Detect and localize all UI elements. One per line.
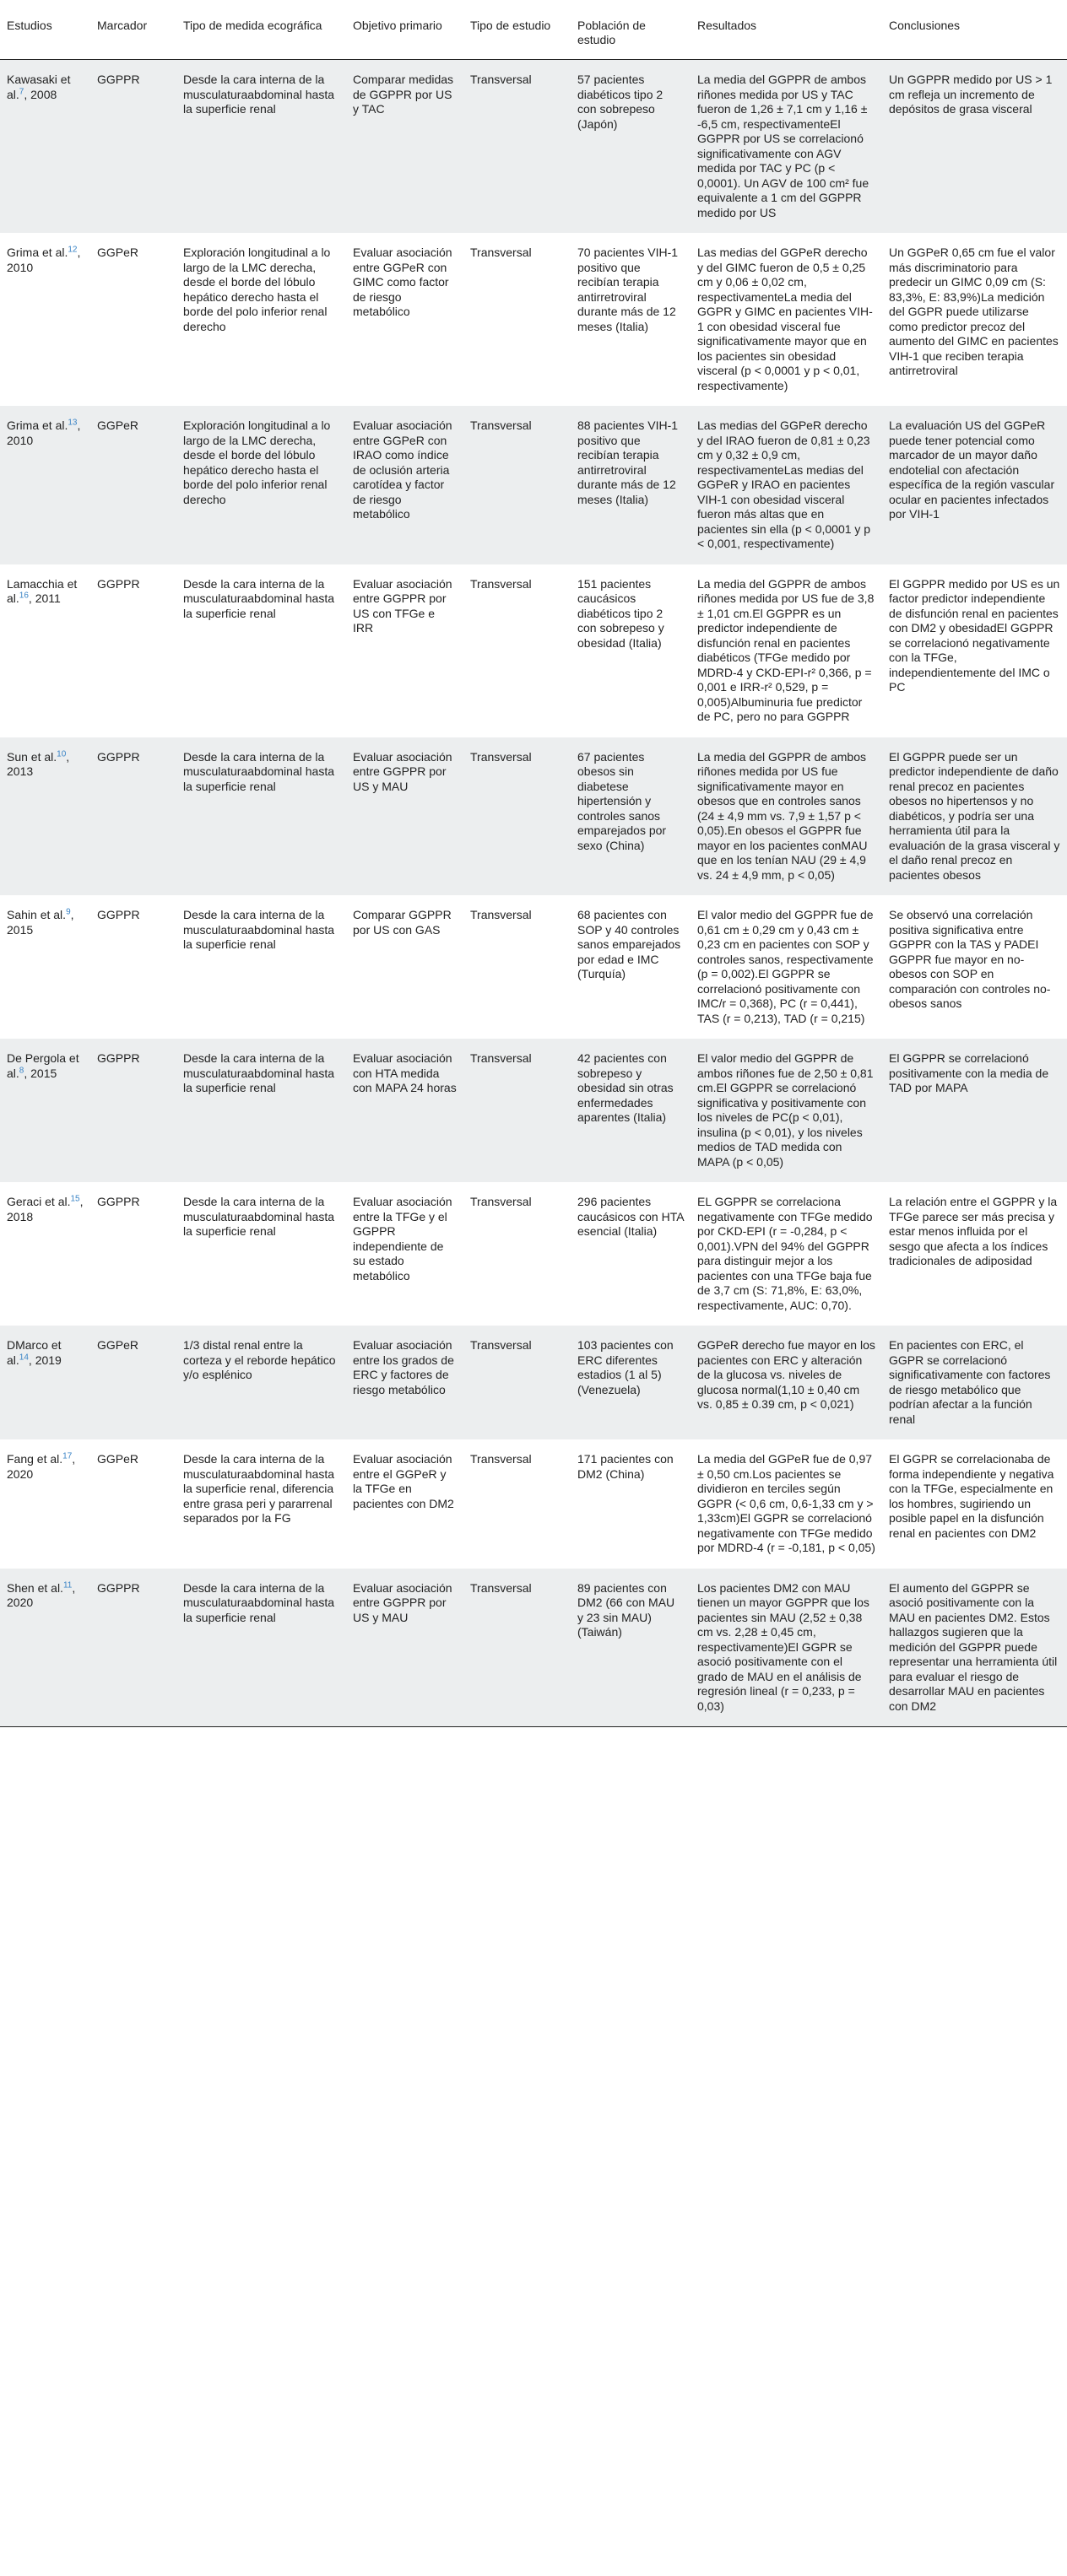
cell-population: 67 pacientes obesos sin diabetese hipertensión y controles sanos emparejados por sexo (China) xyxy=(577,749,667,852)
study-author: Sun et al. xyxy=(7,749,57,764)
study-year: , 2011 xyxy=(28,591,61,605)
header-objetivo: Objetivo primario xyxy=(346,0,463,60)
cell-results: EL GGPPR se correlaciona negativamente con TFGe medido por CKD-EPI (r = -0,284, p < 0,001).VPN del 94% del GGPPR para distinguir mejor a los pacientes con una TFGe baja fue de 3,7 cm (S: 71,8%, E: 63,0%, respectivamente, AUC: 0,70). xyxy=(697,1195,873,1312)
cell-results: El valor medio del GGPPR de ambos riñones fue de 2,50 ± 0,81 cm.El GGPPR se correlacionó significativa y positivamente con los niveles de PC(p < 0,01), insulina (p < 0,01), y los niveles medios de TAD medida con MAPA (p < 0,05) xyxy=(697,1051,874,1169)
cell-measure: Desde la cara interna de la musculaturaabdominal hasta la superficie renal xyxy=(183,1051,334,1094)
cell-population: 103 pacientes con ERC diferentes estadios (1 al 5) (Venezuela) xyxy=(577,1338,674,1396)
cell-conclusions: El GGPPR medido por US es un factor predictor independiente de disfunción renal en pacientes con DM2 y obesidadEl GGPPR se correlacionó negativamente con la TFGe, independientemente del IMC o PC xyxy=(889,576,1060,694)
study-year: , 2015 xyxy=(7,908,74,937)
cell-measure: Exploración longitudinal a lo largo de la LMC derecha, desde el borde del lóbulo hepático derecho hasta el borde del polo inferior renal derecho xyxy=(183,419,331,506)
reference-link[interactable]: 13 xyxy=(68,418,78,428)
cell-marker: GGPeR xyxy=(97,1338,139,1352)
cell-type: Transversal xyxy=(470,1195,532,1208)
cell-study xyxy=(0,564,90,737)
cell-study xyxy=(0,1439,90,1569)
reference-link[interactable]: 7 xyxy=(19,86,24,96)
study-author: Sahin et al. xyxy=(7,908,67,921)
cell-type: Transversal xyxy=(470,73,532,86)
header-tipo-estudio: Tipo de estudio xyxy=(463,0,571,60)
table-row xyxy=(0,1439,1067,1569)
cell-study xyxy=(0,406,90,564)
cell-measure: Desde la cara interna de la musculaturaabdominal hasta la superficie renal xyxy=(183,749,334,793)
table-row xyxy=(0,1182,1067,1326)
study-year: , 2020 xyxy=(7,1580,76,1609)
cell-type: Transversal xyxy=(470,749,532,764)
cell-objective: Evaluar asociación entre los grados de ERC y factores de riesgo metabólico xyxy=(353,1338,454,1396)
study-author: Shen et al. xyxy=(7,1580,63,1595)
cell-study xyxy=(0,1182,90,1326)
study-year: , 2013 xyxy=(7,749,70,778)
cell-measure: 1/3 distal renal entre la corteza y el reborde hepático y/o esplénico xyxy=(183,1338,336,1381)
cell-conclusions: El GGPR se correlacionaba de forma independiente y negativa con la TFGe, especialmente en los hombres, sugiriendo un posible papel en la disfunción renal en pacientes con DM2 xyxy=(889,1452,1054,1540)
cell-marker: GGPeR xyxy=(97,419,139,432)
cell-objective: Evaluar asociación entre GGPeR con IRAO como índice de oclusión arteria carotídea y factor de riesgo metabólico xyxy=(353,419,452,521)
cell-marker: GGPPR xyxy=(97,1051,140,1065)
reference-link[interactable]: 17 xyxy=(62,1451,73,1461)
study-year: , 2010 xyxy=(7,246,81,274)
reference-link[interactable]: 11 xyxy=(62,1580,73,1590)
cell-measure: Desde la cara interna de la musculaturaabdominal hasta la superficie renal xyxy=(183,1195,334,1238)
cell-results: Las medias del GGPeR derecho y del IRAO fueron de 0,81 ± 0,23 cm y 0,32 ± 0,9 cm, respectivamenteLas medias del GGPeR y IRAO en pacientes VIH-1 con obesidad visceral fueron más altas que en pacientes sin ella (p < 0,0001 y p < 0,001, respectivamente) xyxy=(697,419,871,550)
cell-conclusions: En pacientes con ERC, el GGPR se correlacionó significativamente con factores de riesgo metabólico que podrían afectar a la función renal xyxy=(889,1338,1051,1426)
study-year: , 2018 xyxy=(7,1195,84,1223)
cell-results: La media del GGPPR de ambos riñones medida por US fue de 3,8 ± 1,01 cm.El GGPPR es un predictor independiente de disfunción renal en pacientes diabéticos (TFGe medido por MDRD-4 y CKD-EPI-r² 0,366, p = 0,001 e IRR-r² 0,529, p = 0,005)Albuminuria fue predictor de PC, pero no para GGPPR xyxy=(697,576,875,723)
cell-conclusions: Un GGPPR medido por US > 1 cm refleja un incremento de depósitos de grasa visceral xyxy=(889,73,1053,116)
header-marcador: Marcador xyxy=(90,0,176,60)
cell-measure: Desde la cara interna de la musculaturaabdominal hasta la superficie renal xyxy=(183,576,334,620)
cell-objective: Comparar medidas de GGPPR por US y TAC xyxy=(353,73,454,116)
table-row xyxy=(0,1326,1067,1439)
cell-marker: GGPPR xyxy=(97,576,140,591)
table-row xyxy=(0,895,1067,1039)
cell-study xyxy=(0,1039,90,1182)
cell-marker: GGPPR xyxy=(90,1569,176,1727)
cell-results: La media del GGPPR de ambos riñones medida por US fue significativamente mayor en obesos que en controles sanos (24 ± 4,9 mm vs. 7,9 ± 1,57 p < 0,05).En obesos el GGPPR fue mayor en los pacientes conMAU que en los tenían NAU (29 ± 4,9 vs. 24 ± 4,9 mm, p < 0,05) xyxy=(697,749,868,882)
cell-measure: Desde la cara interna de la musculaturaabdominal hasta la superficie renal xyxy=(183,73,334,116)
study-author: Lamacchia et al. xyxy=(7,576,78,605)
reference-link[interactable]: 8 xyxy=(19,1065,24,1075)
study-year: , 2008 xyxy=(24,87,57,101)
cell-population: 88 pacientes VIH-1 positivo que recibían terapia antirretroviral durante más de 12 meses (Italia) xyxy=(577,419,679,506)
table-row xyxy=(0,406,1067,564)
cell-objective: Evaluar asociación con HTA medida con MAPA 24 horas xyxy=(353,1051,457,1094)
cell-objective: Evaluar asociación entre GGPPR por US con TFGe e IRR xyxy=(353,576,452,635)
cell-measure: Exploración longitudinal a lo largo de la LMC derecha, desde el borde del lóbulo hepático derecho hasta el borde del polo inferior renal derecho xyxy=(183,246,331,333)
cell-study xyxy=(0,895,90,1039)
cell-population: 89 pacientes con DM2 (66 con MAU y 23 sin MAU) (Taiwán) xyxy=(571,1569,691,1727)
cell-conclusions: Un GGPeR 0,65 cm fue el valor más discriminatorio para predecir un GIMC 0,09 cm (S: 83,3%, E: 83,9%)La medición del GGPR puede utilizarse como predictor precoz del aumento del GIMC en pacientes VIH-1 que reciben terapia antirretroviral xyxy=(889,246,1059,377)
cell-conclusions: El aumento del GGPPR se asoció positivamente con la MAU en pacientes DM2. Estos hallazgos sugieren que la medición del GGPPR puede representar una herramienta útil para evaluar el riesgo de desarrollar MAU en pacientes con DM2 xyxy=(882,1569,1067,1727)
reference-link[interactable]: 12 xyxy=(68,245,78,255)
cell-results: La media del GGPeR fue de 0,97 ± 0,50 cm.Los pacientes se dividieron en terciles según GGPR (< 0,6 cm, 0,6-1,33 cm y > 1,33cm)El GGPR se correlacionó negativamente con TFGe medido por MDRD-4 (r = -0,181, p < 0,05) xyxy=(697,1452,875,1554)
cell-objective: Evaluar asociación entre el GGPeR y la TFGe en pacientes con DM2 xyxy=(353,1452,454,1510)
cell-population: 70 pacientes VIH-1 positivo que recibían terapia antirretroviral durante más de 12 meses (Italia) xyxy=(577,246,679,333)
table-row xyxy=(0,60,1067,234)
cell-type: Transversal xyxy=(470,246,532,259)
cell-population: 57 pacientes diabéticos tipo 2 con sobrepeso (Japón) xyxy=(577,73,663,131)
cell-type: Transversal xyxy=(470,908,532,921)
cell-conclusions: La relación entre el GGPPR y la TFGe parece ser más precisa y estar menos influida por el sesgo que afecta a los índices tradicionales de adiposidad xyxy=(889,1195,1058,1267)
header-estudios: Estudios xyxy=(0,0,90,60)
cell-results: La media del GGPPR de ambos riñones medida por US y TAC fueron de 1,26 ± 7,1 cm y 1,16 ± -6,5 cm, respectivamenteEl GGPPR por US se correlacionó significativamente con AGV medida por TAC y PC (p < 0,0001). Un AGV de 100 cm² fue equivalente a 1 cm del GGPPR medido por US xyxy=(697,73,869,219)
study-year: , 2019 xyxy=(28,1353,62,1367)
cell-results: Las medias del GGPeR derecho y del GIMC fueron de 0,5 ± 0,25 cm y 0,06 ± 0,02 cm, respectivamenteLa media del GGPR y GIMC en pacientes VIH-1 con obesidad visceral fue significativamente mayor que en los pacientes sin obesidad visceral (p < 0,0001 y p < 0,01, respectivamente) xyxy=(697,246,873,392)
cell-marker: GGPPR xyxy=(97,749,140,764)
cell-population: 42 pacientes con sobrepeso y obesidad sin otras enfermedades aparentes (Italia) xyxy=(577,1051,674,1124)
table-row xyxy=(0,737,1067,896)
table-row xyxy=(0,1039,1067,1182)
reference-link[interactable]: 9 xyxy=(66,907,71,917)
header-tipo-medida: Tipo de medida ecográfica xyxy=(176,0,346,60)
cell-study xyxy=(0,233,90,406)
cell-type: Transversal xyxy=(470,1452,532,1466)
study-year: , 2020 xyxy=(7,1452,76,1481)
reference-link[interactable]: 10 xyxy=(57,748,67,759)
cell-marker: GGPeR xyxy=(97,246,139,259)
reference-link[interactable]: 16 xyxy=(19,591,29,601)
cell-objective: Comparar GGPPR por US con GAS xyxy=(353,908,452,937)
cell-conclusions: El GGPPR puede ser un predictor independiente de daño renal precoz en pacientes obesos no hipertensos y no diabéticos, y podría ser una herramienta útil para la evaluación de la grasa visceral y el daño renal precoz en pacientes obesos xyxy=(889,749,1060,882)
cell-results: El valor medio del GGPPR fue de 0,61 cm ± 0,29 cm y 0,43 cm ± 0,23 cm en pacientes con SOP y controles sanos, respectivamente (p = 0,002).El GGPPR se correlacionó positivamente con IMC/r = 0,368), PC (r = 0,441), TAS (r = 0,213), TAD (r = 0,215) xyxy=(697,908,874,1025)
header-row xyxy=(0,0,1067,60)
cell-measure: Desde la cara interna de la musculaturaabdominal hasta la superficie renal xyxy=(176,1569,346,1727)
cell-marker: GGPPR xyxy=(97,908,140,921)
cell-objective: Evaluar asociación entre GGPPR por US y MAU xyxy=(353,749,452,793)
cell-measure: Desde la cara interna de la musculaturaabdominal hasta la superficie renal, diferencia entre grasa peri y pararrenal separados por la FG xyxy=(183,1452,334,1525)
study-author: Kawasaki et al. xyxy=(7,73,71,101)
cell-study xyxy=(0,60,90,234)
study-year: , 2015 xyxy=(24,1066,57,1080)
cell-type: Transversal xyxy=(470,1051,532,1065)
cell-population: 296 pacientes caucásicos con HTA esencial (Italia) xyxy=(577,1195,684,1238)
cell-measure: Desde la cara interna de la musculaturaabdominal hasta la superficie renal xyxy=(183,908,334,951)
header-resultados: Resultados xyxy=(691,0,882,60)
cell-marker: GGPPR xyxy=(97,1195,140,1208)
table-row xyxy=(0,233,1067,406)
cell-study xyxy=(0,1326,90,1439)
cell-conclusions: El GGPPR se correlacionó positivamente con la media de TAD por MAPA xyxy=(889,1051,1049,1094)
table-row xyxy=(0,564,1067,737)
cell-type: Transversal xyxy=(470,1338,532,1352)
cell-population: 68 pacientes con SOP y 40 controles sanos emparejados por edad e IMC (Turquía) xyxy=(577,908,681,980)
study-author: Fang et al. xyxy=(7,1452,63,1466)
study-author: Grima et al. xyxy=(7,246,68,259)
reference-link[interactable]: 14 xyxy=(19,1352,29,1362)
study-author: DMarco et al. xyxy=(7,1338,62,1367)
header-conclusiones: Conclusiones xyxy=(882,0,1067,60)
study-author: Grima et al. xyxy=(7,419,68,432)
cell-objective: Evaluar asociación entre la TFGe y el GGPPR independiente de su estado metabólico xyxy=(353,1195,452,1283)
cell-results: Los pacientes DM2 con MAU tienen un mayor GGPPR que los pacientes sin MAU (2,52 ± 0,38 cm vs. 2,28 ± 0,45 cm, respectivamente)El GGPR se asoció positivamente con el grado de MAU en el análisis de regresión lineal (r = 0,233, p = 0,03) xyxy=(691,1569,882,1727)
cell-study xyxy=(0,737,90,896)
cell-results: GGPeR derecho fue mayor en los pacientes con ERC y alteración de la glucosa vs. niveles de glucosa normal(1,10 ± 0,40 cm vs. 0,85 ± 0.39 cm, p < 0,021) xyxy=(697,1338,875,1411)
cell-population: 151 pacientes caucásicos diabéticos tipo 2 con sobrepeso y obesidad (Italia) xyxy=(577,576,664,650)
cell-conclusions: La evaluación US del GGPeR puede tener potencial como marcador de un mayor daño endotelial con afectación específica de la región vascular ocular en pacientes infectados por VIH-1 xyxy=(889,419,1055,521)
cell-marker: GGPPR xyxy=(97,73,140,86)
cell-type: Transversal xyxy=(463,1569,571,1727)
study-author: De Pergola et al. xyxy=(7,1051,79,1080)
cell-objective: Evaluar asociación entre GGPPR por US y MAU xyxy=(346,1569,463,1727)
cell-marker: GGPeR xyxy=(97,1452,139,1466)
cell-conclusions: Se observó una correlación positiva significativa entre GGPPR con la TAS y PADEI GGPPR fue mayor en no-obesos con SOP en comparación con controles no-obesos sanos xyxy=(889,908,1051,1010)
cell-type: Transversal xyxy=(470,576,532,591)
cell-study xyxy=(0,1569,90,1727)
cell-population: 171 pacientes con DM2 (China) xyxy=(577,1452,674,1481)
header-poblacion: Población de estudio xyxy=(571,0,691,60)
reference-link[interactable]: 15 xyxy=(70,1194,80,1204)
cell-objective: Evaluar asociación entre GGPeR con GIMC como factor de riesgo metabólico xyxy=(353,246,452,318)
cell-type: Transversal xyxy=(470,419,532,432)
table-row xyxy=(0,1569,1067,1727)
study-author: Geraci et al. xyxy=(7,1195,71,1208)
study-year: , 2010 xyxy=(7,419,81,447)
